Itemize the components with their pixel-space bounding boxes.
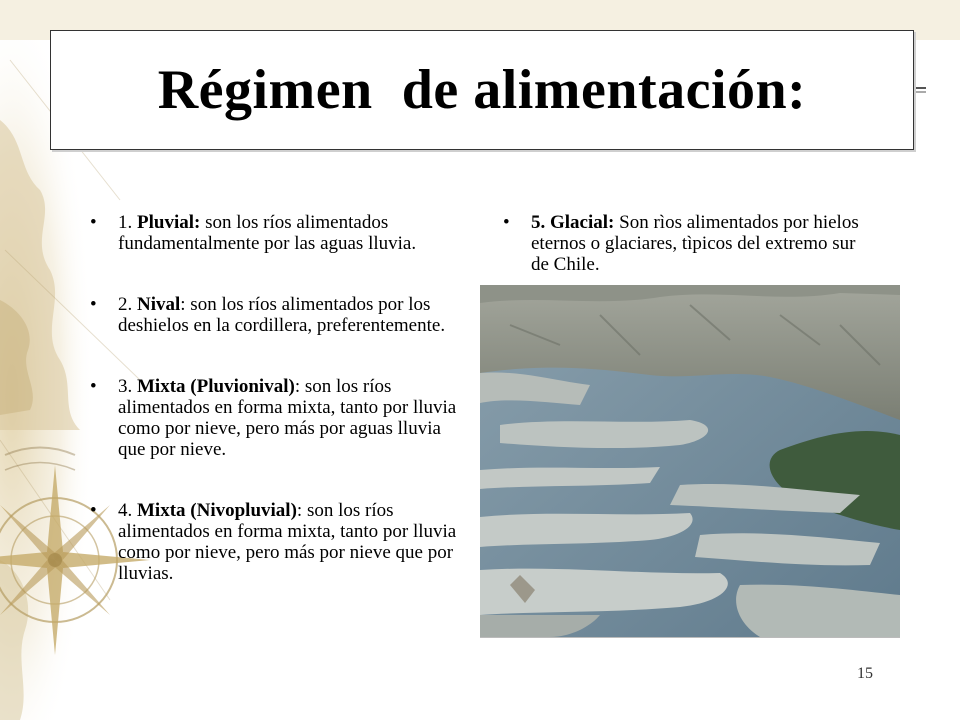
- list-item-mixta-nivopluvial: [90, 500, 462, 584]
- item-text: : son los ríos alimentados en forma mixta, tanto por lluvia como por nieve, pero más por aguas lluvia que por nieve.: [118, 376, 457, 460]
- item-number: 3.: [118, 376, 137, 397]
- item-number: 2.: [118, 294, 137, 315]
- item-text: son los ríos alimentados fundamentalmente por las aguas lluvia.: [118, 212, 417, 254]
- item-text: : son los ríos alimentados en forma mixta, tanto por lluvia como por nieve, pero más por nieve que por lluvias.: [118, 500, 457, 584]
- bullet: •: [503, 212, 510, 233]
- list-item-mixta-pluvionival: [90, 376, 462, 460]
- bullet: •: [90, 376, 97, 397]
- list-item-pluvial: [90, 212, 462, 254]
- glacial-river-photo: [480, 285, 900, 638]
- bullet: •: [90, 294, 97, 315]
- list-item-nival: [90, 294, 462, 336]
- left-column: [90, 212, 462, 624]
- item-number: 1.: [118, 212, 137, 233]
- title-box: [50, 30, 914, 150]
- bullet: •: [90, 212, 97, 233]
- item-term: Mixta (Nivopluvial): [137, 500, 297, 521]
- item-text: : son los ríos alimentados por los deshielos en la cordillera, preferentemente.: [118, 294, 446, 336]
- item-term: Pluvial:: [137, 212, 201, 233]
- item-number: 4.: [118, 500, 137, 521]
- list-item-glacial: [503, 212, 873, 275]
- item-term: 5. Glacial:: [531, 212, 615, 233]
- item-term: Nival: [137, 294, 181, 315]
- item-term: Mixta (Pluvionival): [137, 376, 295, 397]
- slide-title: Régimen de alimentación:: [157, 59, 807, 121]
- slide-number: 15: [857, 665, 873, 682]
- item-text: Son rìos alimentados por hielos eternos o glaciares, tìpicos del extremo sur de Chile.: [531, 212, 859, 275]
- bullet: •: [90, 500, 97, 521]
